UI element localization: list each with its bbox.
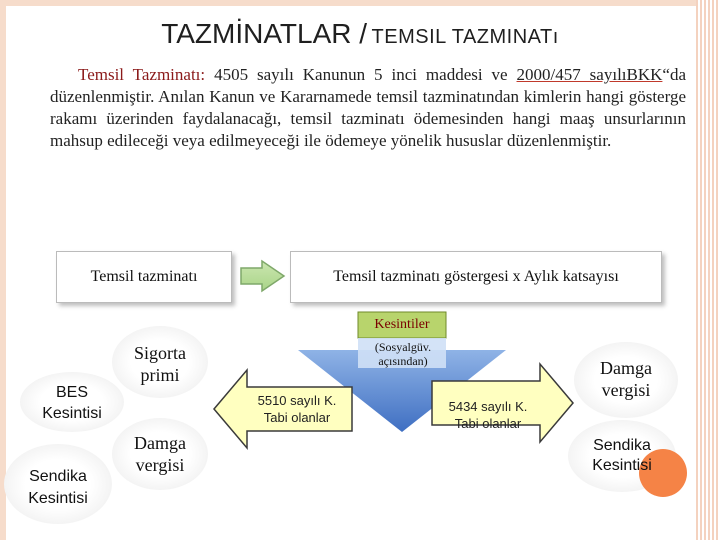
- sigorta-label-line2: primi: [140, 365, 180, 385]
- sendika-left-label: [6, 466, 110, 510]
- intro-text-a: 4505 sayılı Kanunun 5 inci maddesi ve: [205, 65, 517, 84]
- formula-right-label: Temsil tazminatı göstergesi x Aylık katsayısı: [333, 268, 619, 285]
- intro-lead: Temsil Tazminatı:: [78, 65, 206, 84]
- sendika-right-label-line1: Sendika: [593, 437, 651, 454]
- damga-left-label: [112, 432, 208, 476]
- left-arrow-label-line2: Tabi olanlar: [263, 410, 331, 425]
- damga-right-label: [574, 357, 678, 401]
- right-arrow-label-line2: Tabi olanlar: [454, 416, 522, 431]
- deductions-subheader: [355, 340, 451, 368]
- right-arrow-label: [436, 398, 540, 432]
- bes-label-line2: Kesintisi: [42, 405, 102, 422]
- sendika-left-label-line2: Kesintisi: [28, 490, 88, 507]
- damga-left-label-line2: vergisi: [135, 455, 185, 475]
- title-main: TAZMİNATLAR /: [161, 18, 368, 49]
- bes-label-line1: BES: [55, 384, 88, 401]
- deductions-subheader-line2: açısından): [378, 354, 428, 368]
- sigorta-label: [112, 342, 208, 386]
- left-arrow-label: [247, 392, 347, 426]
- formula-arrow-icon: [241, 261, 284, 291]
- deductions-header: Kesintiler: [374, 317, 430, 332]
- title-sub: TEMSIL TAZMINATı: [371, 26, 559, 48]
- intro-link-bkk[interactable]: BKK: [626, 65, 663, 84]
- intro-text-b: “da düzenlenmiştir. Anılan Kanun ve Kararnamede temsil tazminatından kimlerin hangi gösterge rakamı üzerinden faydalanacağı, temsil tazminatı ödemesinden hangi maaş unsurlarının mahsup edileceği veya edilmeyeceği ile ödemeye yönelik hususlar düzenlenmiştir.: [50, 65, 687, 150]
- sendika-right-label-line2: Kesintisi: [592, 457, 652, 474]
- sendika-right-label: [570, 436, 674, 476]
- formula-left-label: Temsil tazminatı: [90, 268, 198, 285]
- bes-label: [20, 382, 124, 424]
- left-arrow-label-line1: 5510 sayılı K.: [257, 393, 337, 408]
- damga-left-label-line1: Damga: [134, 433, 186, 453]
- deductions-subheader-line1: (Sosyalgüv.: [374, 340, 432, 354]
- sendika-left-label-line1: Sendika: [29, 468, 87, 485]
- sigorta-label-line1: Sigorta: [134, 343, 186, 363]
- intro-link-decree[interactable]: 2000/457 sayılı: [516, 65, 627, 84]
- right-arrow-label-line1: 5434 sayılı K.: [448, 399, 528, 414]
- damga-right-label-line1: Damga: [600, 358, 652, 378]
- damga-right-label-line2: vergisi: [601, 380, 651, 400]
